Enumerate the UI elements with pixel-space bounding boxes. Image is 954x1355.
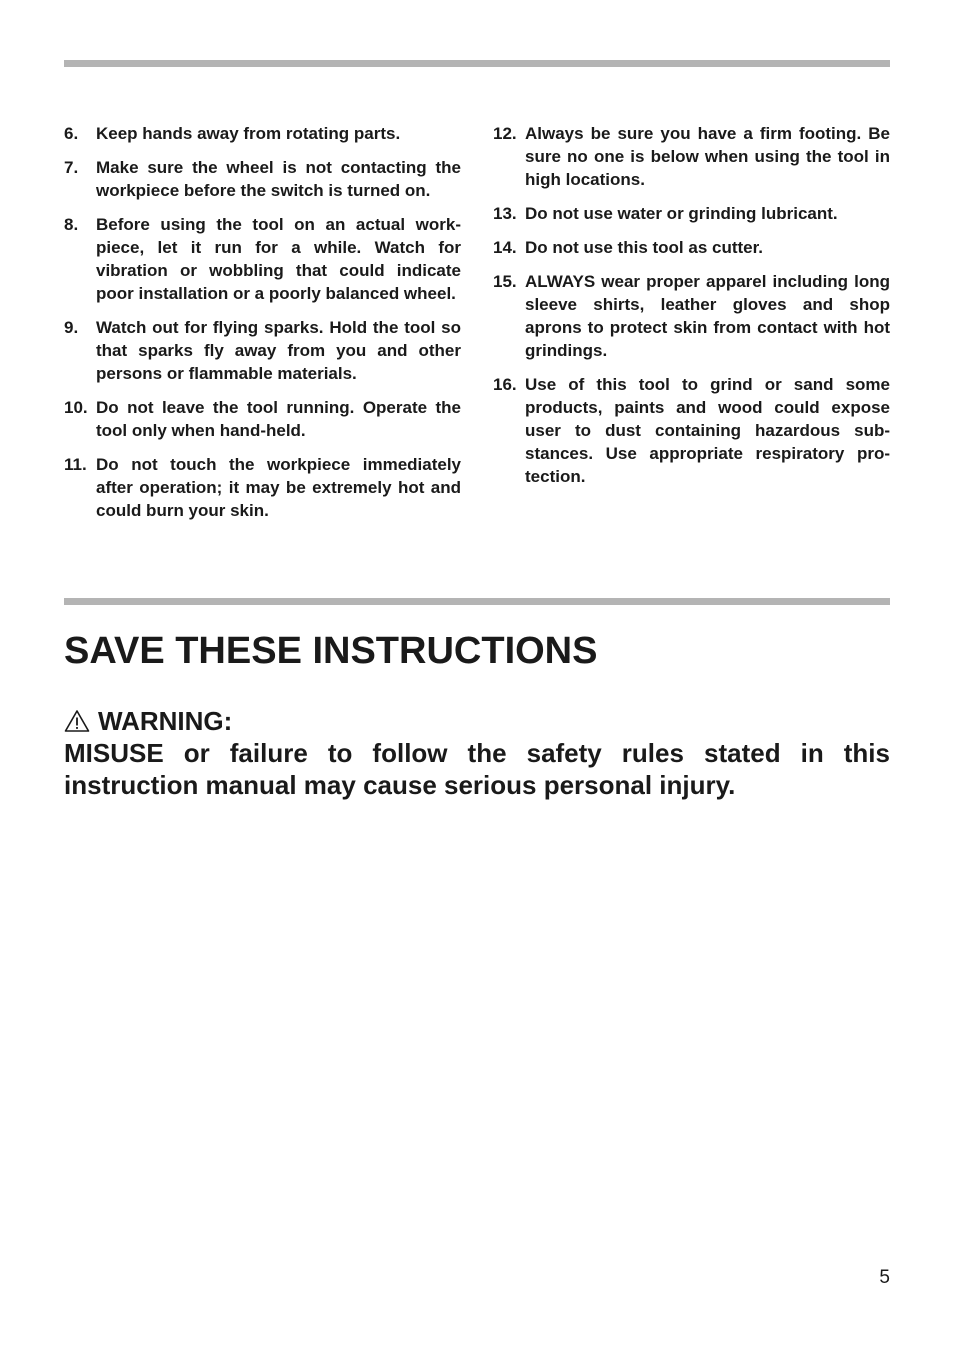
item-number: 8. [64,215,79,234]
warning-block [64,705,890,801]
list-item [493,236,890,259]
list-item [493,373,890,488]
list-item [493,202,890,225]
item-number: 12. [493,124,517,143]
item-number: 16. [493,375,517,394]
item-number: 11. [64,455,87,474]
item-text: Before using the tool on an actual work-piece, let it run for a while. Watch for vibration or wobbling that could indicate poor installation or a poorly balanced wheel. [96,215,461,303]
item-text: Keep hands away from rotating parts. [96,124,401,143]
top-divider [64,60,890,67]
item-number: 10. [64,398,88,417]
warning-triangle-icon [64,709,90,733]
item-text: ALWAYS wear proper apparel including long sleeve shirts, leather gloves and shop aprons to protect skin from contact with hot grindings. [525,272,890,360]
warning-heading [64,705,890,737]
item-text: Always be sure you have a firm footing. Be sure no one is below when using the tool in high locations. [525,124,890,189]
list-item [64,316,461,385]
item-number: 14. [493,238,517,257]
list-item [493,270,890,362]
rules-list-right [493,122,890,499]
item-text: Watch out for flying sparks. Hold the tool so that sparks fly away from you and other persons or flammable materials. [96,318,461,383]
save-instructions-title: SAVE THESE INSTRUCTIONS [64,630,598,672]
list-item [493,122,890,191]
item-number: 15. [493,272,517,291]
item-text: Do not use water or grinding lubricant. [525,204,838,223]
rules-list-left [64,122,461,533]
page-number: 5 [879,1267,890,1288]
item-text: Use of this tool to grind or sand some products, paints and wood could expose user to dust containing hazardous sub-stances. Use appropriate respiratory pro-tection. [525,375,890,486]
item-text: Do not use this tool as cutter. [525,238,764,257]
item-number: 6. [64,124,79,143]
item-text: Make sure the wheel is not contacting the workpiece before the switch is turned on. [96,158,461,200]
item-text: Do not leave the tool running. Operate the tool only when hand-held. [96,398,461,440]
list-item [64,156,461,202]
item-number: 7. [64,158,79,177]
item-number: 9. [64,318,79,337]
list-item [64,453,461,522]
list-item [64,122,461,145]
list-item [64,396,461,442]
item-number: 13. [493,204,517,223]
warning-label: WARNING: [98,706,233,736]
item-text: Do not touch the workpiece immediately after operation; it may be extremely hot and could burn your skin. [96,455,461,520]
section-divider [64,598,890,605]
warning-text: MISUSE or failure to follow the safety rules stated in this instruction manual may cause serious personal injury. [64,738,890,800]
list-item [64,213,461,305]
